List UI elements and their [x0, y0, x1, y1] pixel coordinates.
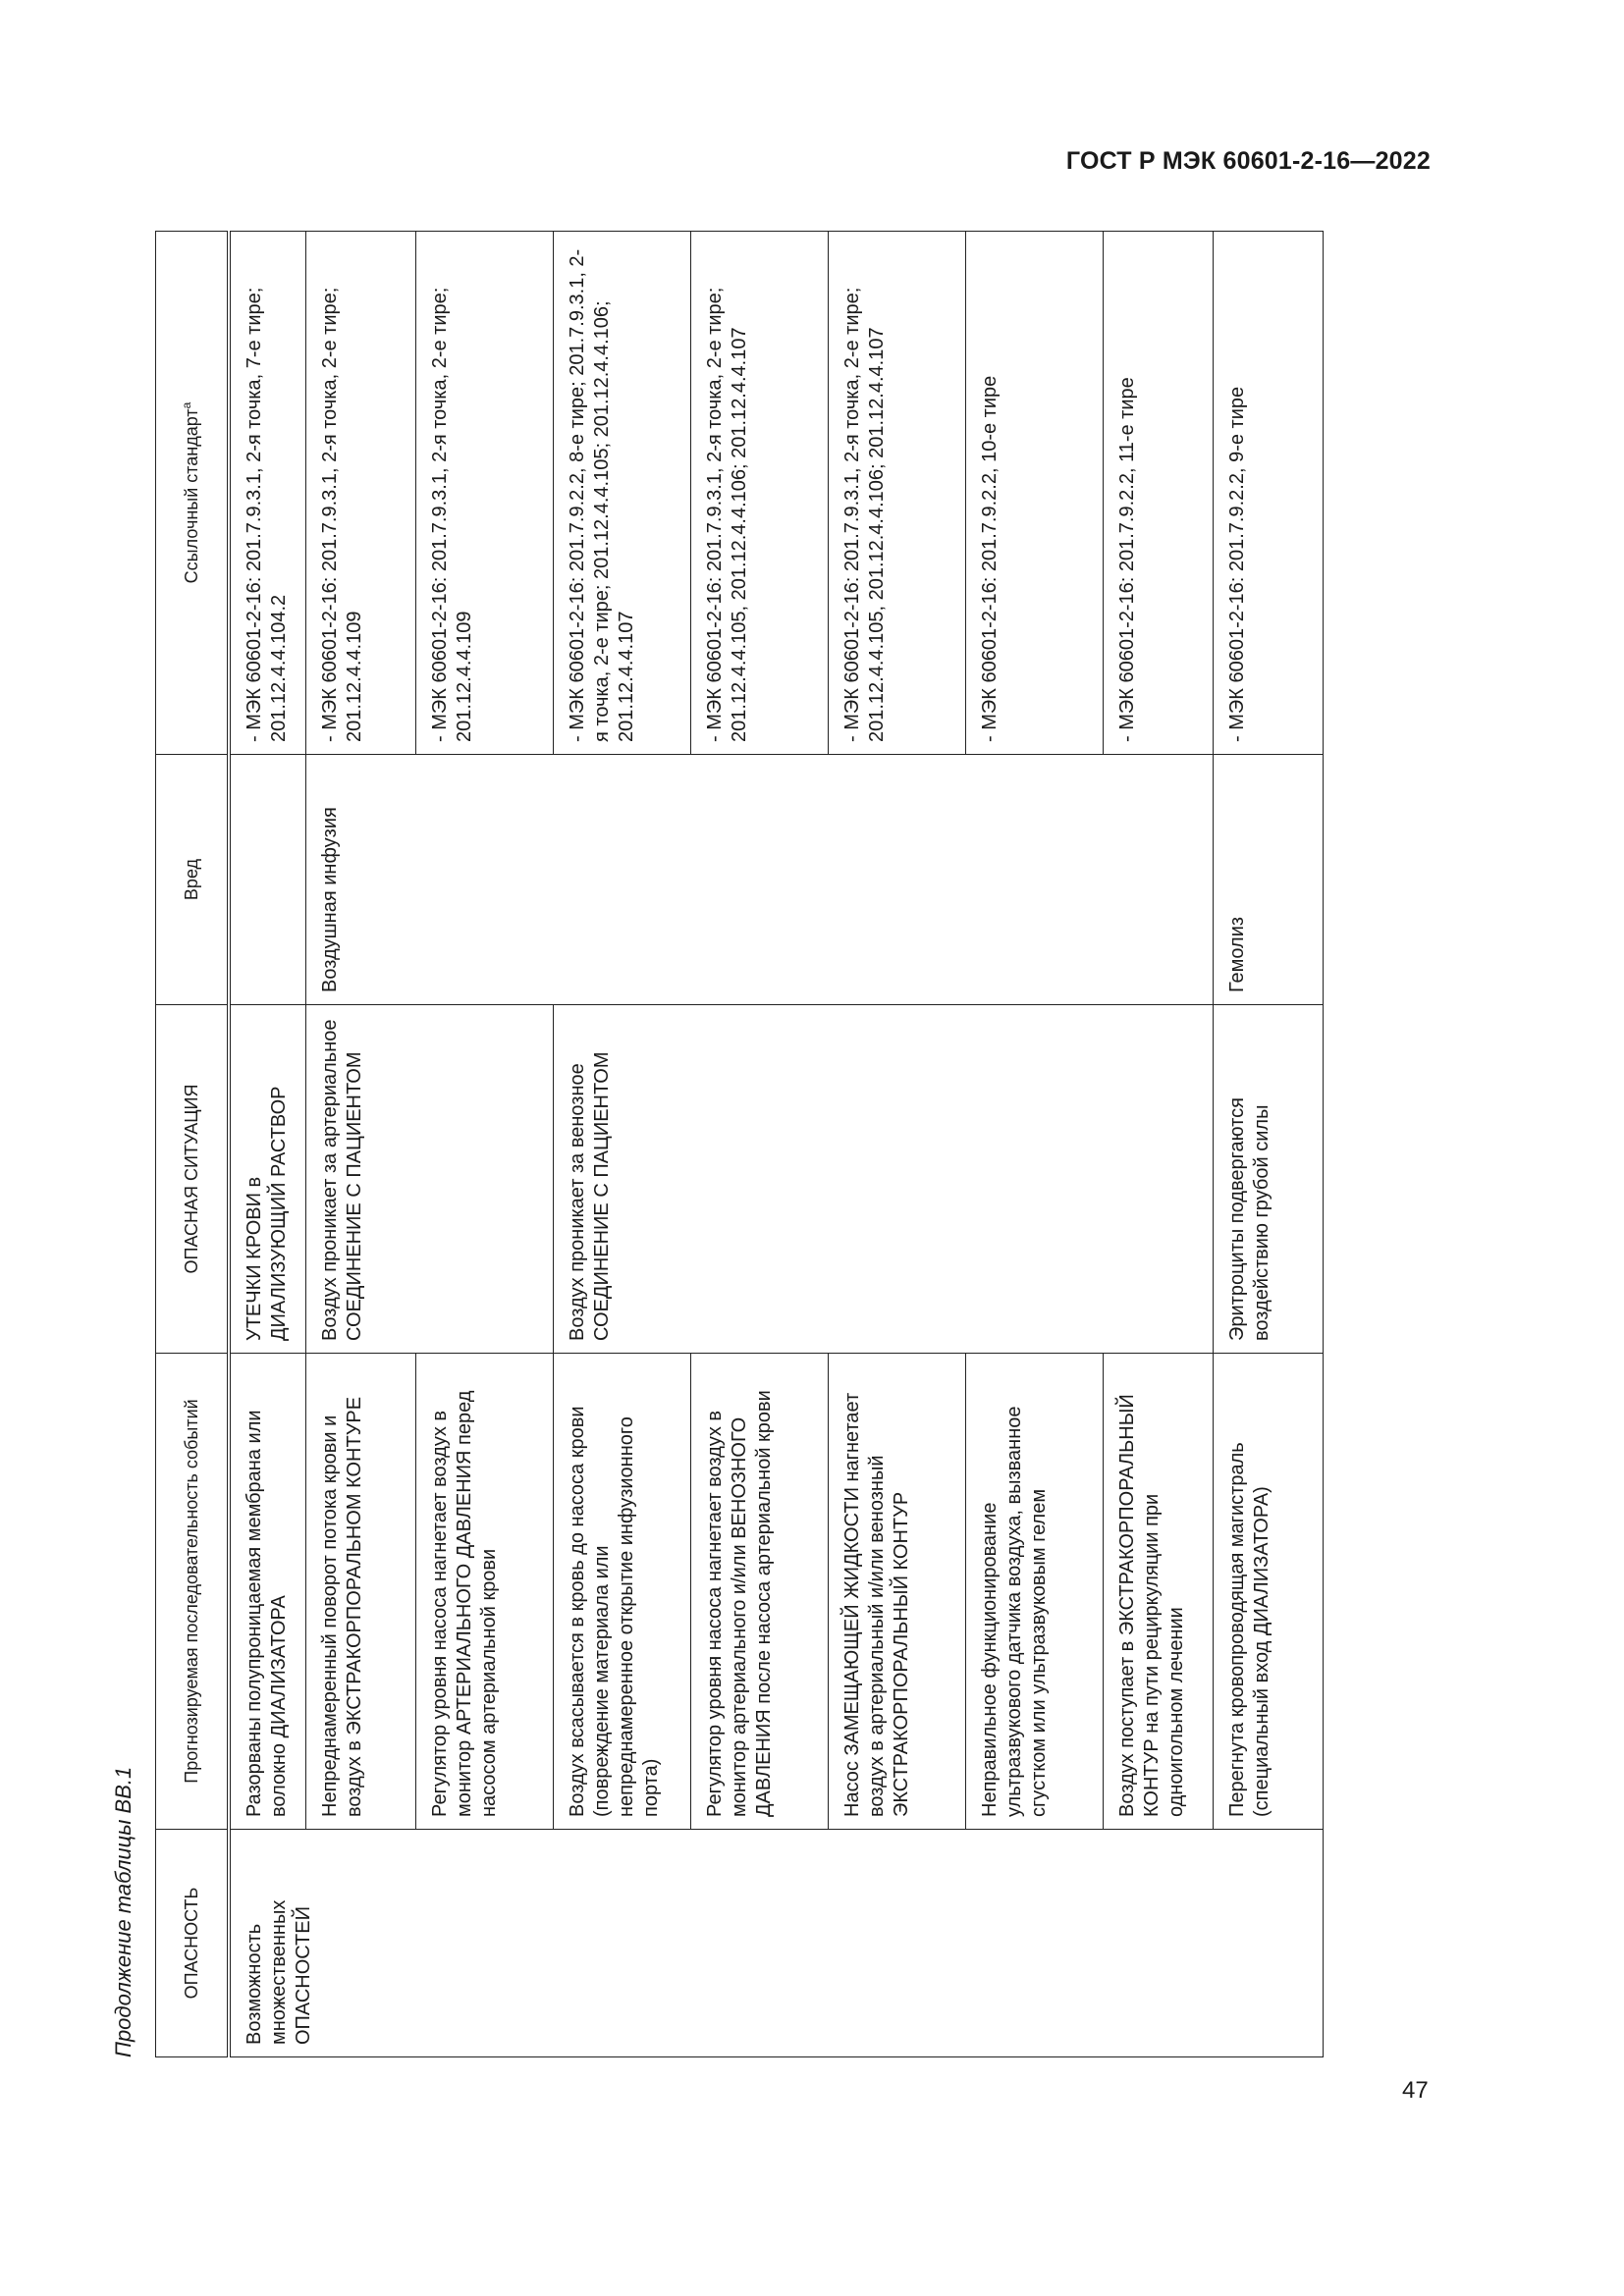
document-code: ГОСТ Р МЭК 60601-2-16—2022: [1065, 147, 1431, 175]
rotated-table-area: [104, 0, 1331, 2100]
table-header-row: [156, 232, 230, 2057]
header-sequence: Прогнозируемая последовательность событий: [156, 1354, 230, 1830]
header-situation: ОПАСНАЯ СИТУАЦИЯ: [156, 1005, 230, 1354]
harm-cell: Воздушная инфузия: [305, 755, 1213, 1005]
page-number: 47: [1402, 2077, 1429, 2104]
sequence-cell: Неправильное функционирование ультразвукового датчика воздуха, вызванное сгустком или ультразвуковым гелем: [965, 1354, 1103, 1830]
hazard-table: [155, 231, 1324, 2057]
header-reference: [156, 232, 230, 755]
reference-cell: - МЭК 60601-2-16: 201.7.9.3.1, 2-я точка, 2-е тире; 201.12.4.4.105, 201.12.4.4.106; 201.12.4.4.107: [828, 232, 965, 755]
situation-cell: Воздух проникает за артериальное СОЕДИНЕНИЕ С ПАЦИЕНТОМ: [305, 1005, 553, 1354]
sequence-cell: Регулятор уровня насоса нагнетает воздух в монитор артериального и/или ВЕНОЗНОГО ДАВЛЕНИЯ после насоса артериальной крови: [690, 1354, 828, 1830]
reference-cell: - МЭК 60601-2-16: 201.7.9.3.1, 2-я точка, 2-е тире; 201.12.4.4.105, 201.12.4.4.106; 201.12.4.4.107: [690, 232, 828, 755]
harm-cell: Гемолиз: [1213, 755, 1323, 1005]
header-hazard: ОПАСНОСТЬ: [156, 1830, 230, 2057]
sequence-cell: Разорваны полупроницаемая мембрана или волокно ДИАЛИЗАТОРА: [229, 1354, 305, 1830]
situation-cell: Воздух проникает за венозное СОЕДИНЕНИЕ С ПАЦИЕНТОМ: [553, 1005, 1213, 1354]
header-reference-label: Ссылочный стандарт: [182, 408, 202, 584]
harm-cell: [229, 755, 305, 1005]
table-row: [553, 232, 690, 2057]
table-row: [305, 232, 415, 2057]
reference-cell: - МЭК 60601-2-16: 201.7.9.2.2, 11-е тире: [1103, 232, 1213, 755]
header-reference-footnote: a: [180, 401, 194, 409]
table-row: [229, 232, 305, 2057]
sequence-cell: Непреднамеренный поворот потока крови и воздух в ЭКСТРАКОРПОРАЛЬНОМ КОНТУРЕ: [305, 1354, 415, 1830]
hazard-group-cell: Возможность множественных ОПАСНОСТЕЙ: [229, 1830, 1323, 2057]
sequence-cell: Воздух поступает в ЭКСТРАКОРПОРАЛЬНЫЙ КОНТУР на пути рециркуляции при одноигольном лечении: [1103, 1354, 1213, 1830]
sequence-cell: Перегнута кровопроводящая магистраль (специальный вход ДИАЛИЗАТОРА): [1213, 1354, 1323, 1830]
sequence-cell: Насос ЗАМЕЩАЮЩЕЙ ЖИДКОСТИ нагнетает воздух в артериальный и/или венозный ЭКСТРАКОРПОРАЛЬНЫЙ КОНТУР: [828, 1354, 965, 1830]
header-harm: Вред: [156, 755, 230, 1005]
reference-cell: - МЭК 60601-2-16: 201.7.9.2.2, 8-е тире; 201.7.9.3.1, 2-я точка, 2-е тире; 201.12.4.4.105; 201.12.4.4.106; 201.12.4.4.107: [553, 232, 690, 755]
reference-cell: - МЭК 60601-2-16: 201.7.9.2.2, 10-е тире: [965, 232, 1103, 755]
reference-cell: - МЭК 60601-2-16: 201.7.9.3.1, 2-я точка, 2-е тире; 201.12.4.4.109: [305, 232, 415, 755]
table-row: [1213, 232, 1323, 2057]
situation-cell: Эритроциты подвергаются воздействию грубой силы: [1213, 1005, 1323, 1354]
sequence-cell: Воздух всасывается в кровь до насоса крови (повреждение материала или непреднамеренное открытие инфузионного порта): [553, 1354, 690, 1830]
reference-cell: - МЭК 60601-2-16: 201.7.9.3.1, 2-я точка, 2-е тире; 201.12.4.4.109: [415, 232, 553, 755]
situation-cell: УТЕЧКИ КРОВИ в ДИАЛИЗУЮЩИЙ РАСТВОР: [229, 1005, 305, 1354]
reference-cell: - МЭК 60601-2-16: 201.7.9.3.1, 2-я точка, 7-е тире; 201.12.4.4.104.2: [229, 232, 305, 755]
reference-cell: - МЭК 60601-2-16: 201.7.9.2.2, 9-е тире: [1213, 232, 1323, 755]
sequence-cell: Регулятор уровня насоса нагнетает воздух в монитор АРТЕРИАЛЬНОГО ДАВЛЕНИЯ перед насосом артериальной крови: [415, 1354, 553, 1830]
table-caption: Продолжение таблицы ВВ.1: [111, 1766, 135, 2057]
